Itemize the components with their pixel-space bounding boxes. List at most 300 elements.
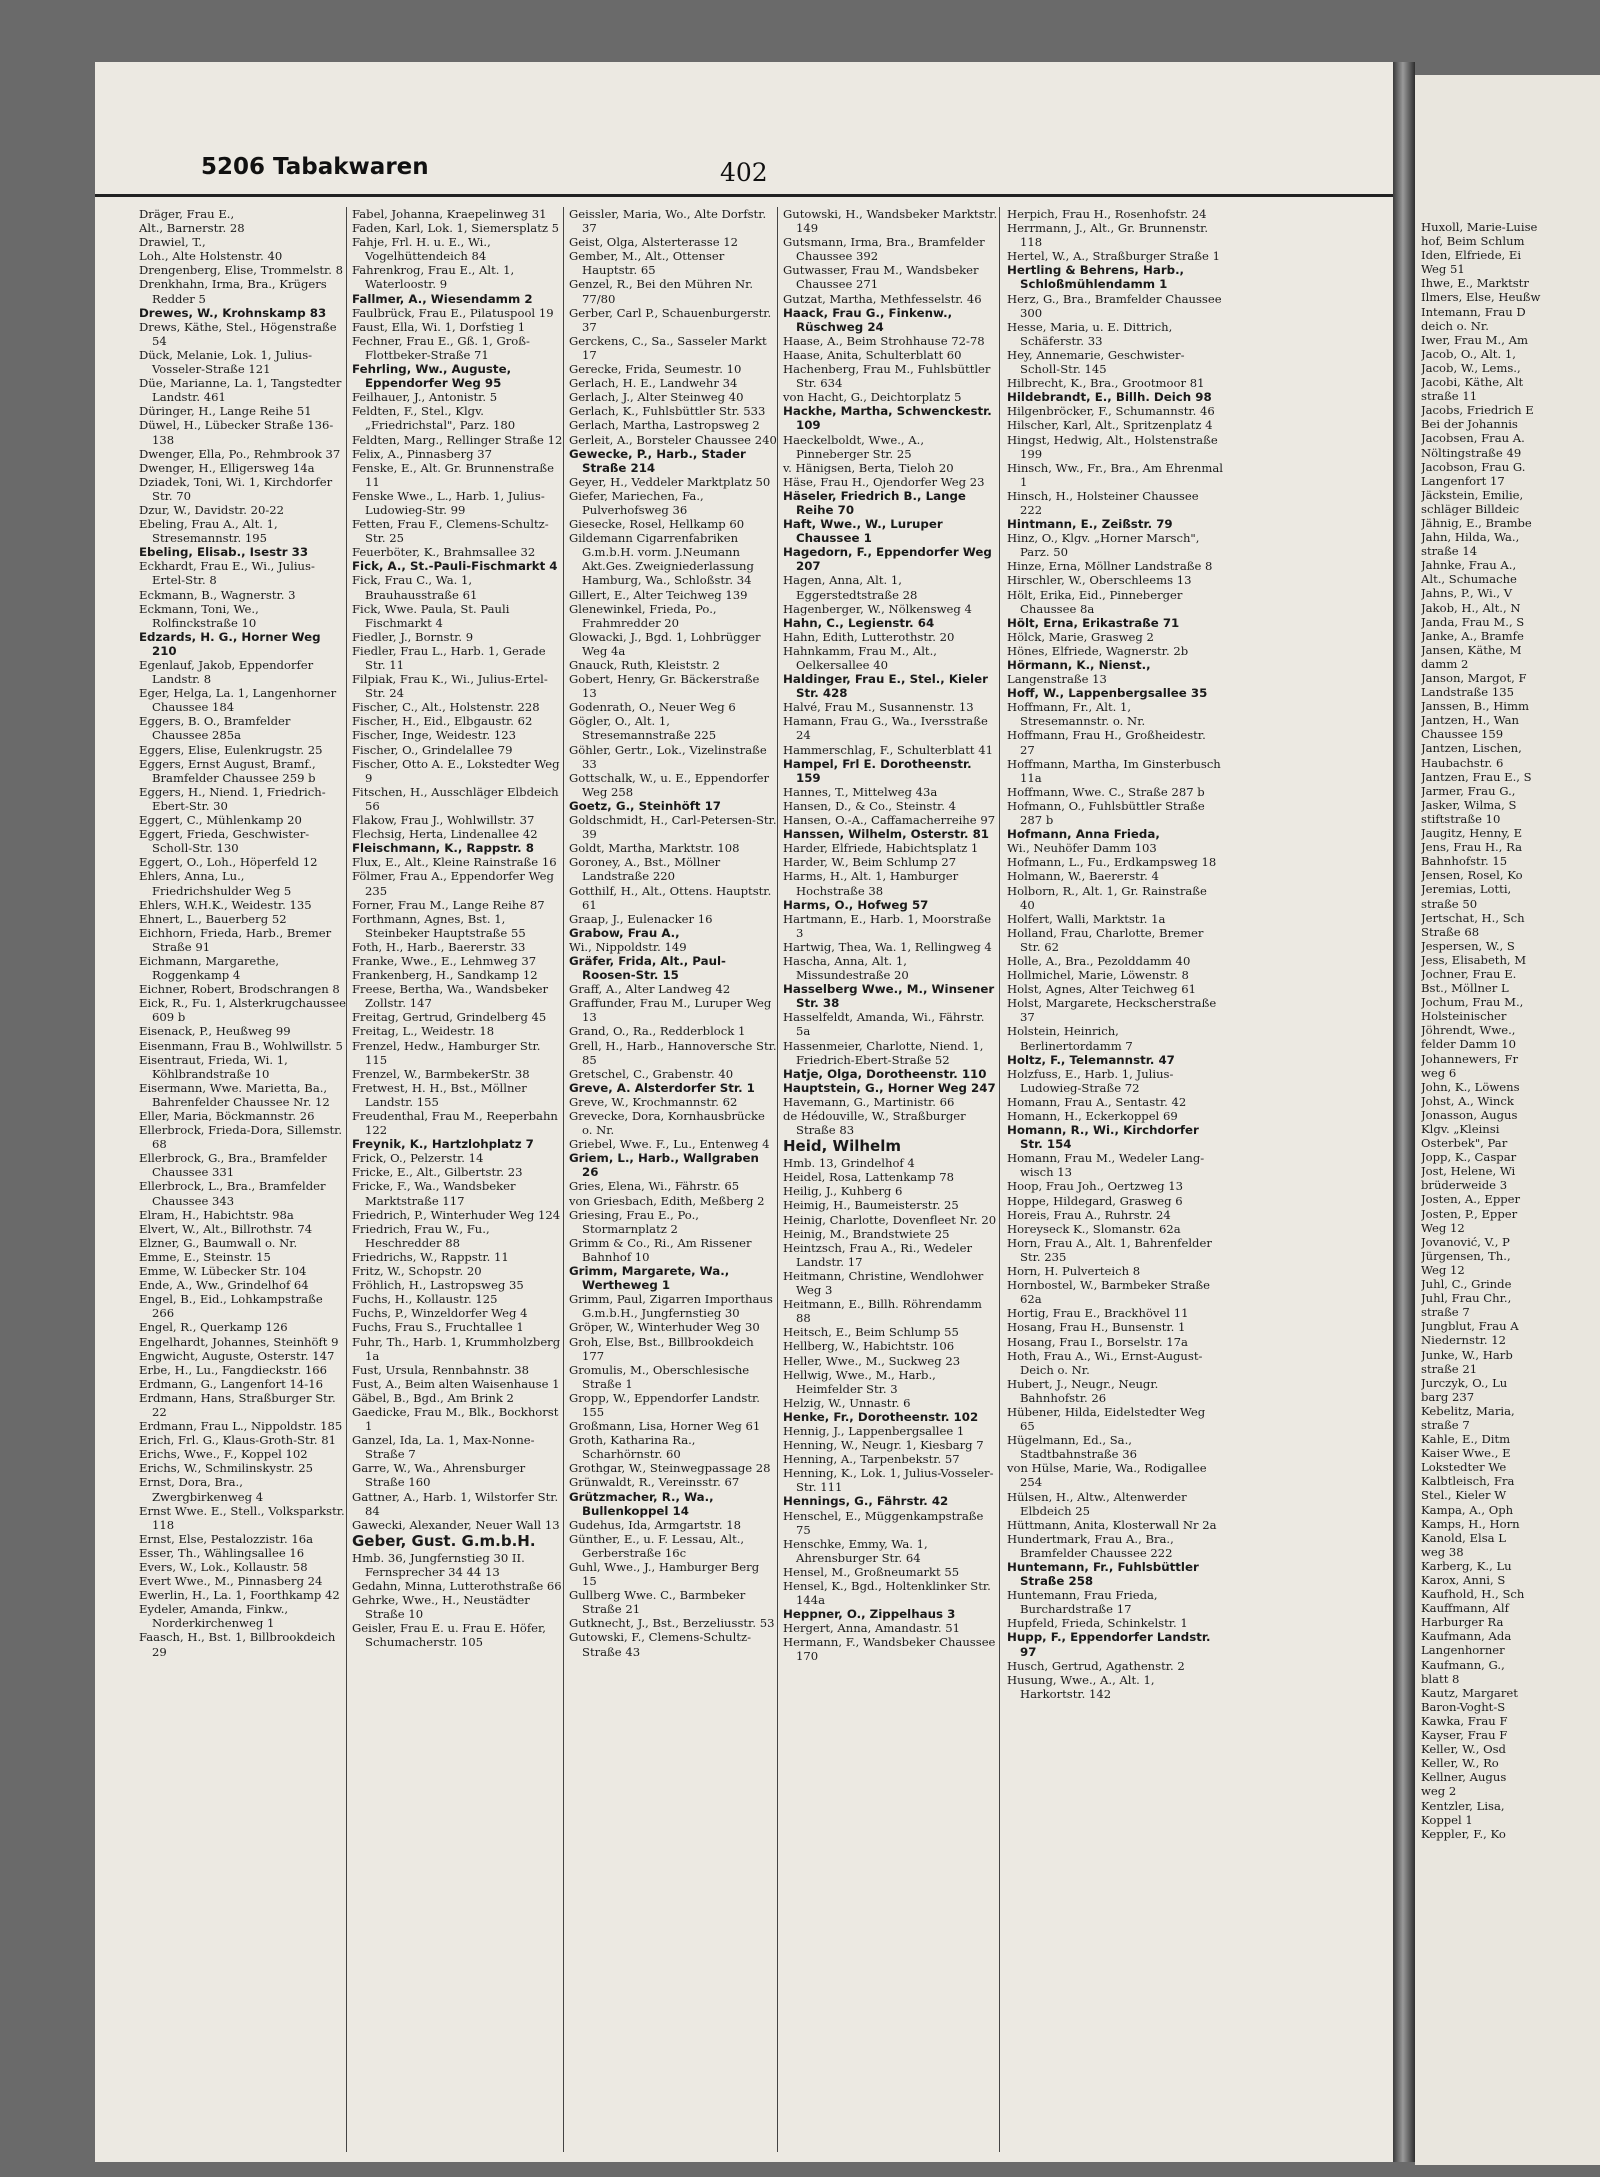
directory-entry: Henning, A., Tarpenbekstr. 57	[783, 1452, 960, 1467]
directory-entry: Fröhlich, H., Lastropsweg 35	[352, 1278, 524, 1293]
directory-entry: Friedrich, P., Winterhuder Weg 124	[352, 1207, 561, 1222]
directory-entry: Faust, Ella, Wi. 1, Dorfstieg 1	[352, 319, 526, 334]
directory-entry: Fuchs, Frau S., Fruchtallee 1	[352, 1320, 524, 1335]
directory-entry: Häseler, Friedrich B., Lange Reihe 70	[783, 488, 966, 517]
facing-entry: Bahnhofstr. 15	[1421, 854, 1508, 869]
directory-entry: Düwel, H., Lübecker Straße 136-138	[139, 418, 334, 447]
directory-entry: Ellerbrock, L., Bra., Bramfelder Chaussee 343	[139, 1179, 326, 1208]
directory-entry: Henschel, E., Müggenkampstraße 75	[783, 1508, 984, 1537]
facing-entry: Koppel 1	[1421, 1812, 1473, 1827]
facing-entry: John, K., Löwens	[1421, 1079, 1520, 1094]
directory-entry: Hülsen, H., Altw., Altenwerder Elbdeich 25	[1007, 1489, 1187, 1518]
directory-entry: Gerlach, J., Alter Steinweg 40	[569, 390, 744, 405]
directory-entry: Ewerlin, H., La. 1, Foorthkamp 42	[139, 1588, 340, 1603]
directory-entry: Wi., Neuhöfer Damm 103	[1007, 841, 1157, 856]
facing-entry: Kentzler, Lisa,	[1421, 1798, 1505, 1813]
facing-entry: Kebelitz, Maria,	[1421, 1403, 1515, 1418]
directory-entry: Gromulis, M., Oberschlesische Straße 1	[569, 1362, 750, 1391]
directory-entry: Husch, Gertrud, Agathenstr. 2	[1007, 1658, 1185, 1673]
facing-entry: Iwer, Frau M., Am	[1421, 332, 1528, 347]
facing-entry: Jansen, Käthe, M	[1421, 642, 1522, 657]
directory-entry: Heitmann, Christine, Wendlohwer Weg 3	[783, 1268, 984, 1298]
directory-entry: Engwicht, Auguste, Osterstr. 147	[139, 1348, 335, 1363]
directory-entry: Gerlach, Martha, Lastropsweg 2	[569, 418, 760, 433]
directory-entry: Fuchs, H., Kollaustr. 125	[352, 1292, 498, 1307]
directory-entry: Ellerbrock, G., Bra., Bramfelder Chaussee 331	[139, 1151, 327, 1180]
directory-entry: Hauptstein, G., Horner Weg 247	[783, 1080, 996, 1095]
facing-entry: Josten, A., Epper	[1421, 1192, 1521, 1207]
directory-entry: Greve, A. Alsterdorfer Str. 1	[569, 1080, 755, 1095]
facing-entry: Jürgensen, Th.,	[1421, 1248, 1511, 1263]
directory-entry: Filpiak, Frau K., Wi., Julius-Ertel-Str. 24	[352, 672, 548, 701]
facing-entry: hof, Beim Schlum	[1421, 234, 1525, 249]
directory-entry: Wi., Nippoldstr. 149	[569, 939, 687, 954]
facing-entry: Jess, Elisabeth, M	[1421, 952, 1527, 967]
facing-entry: Nöltingstraße 49	[1421, 445, 1522, 460]
facing-entry: Karox, Anni, S	[1421, 1573, 1506, 1587]
directory-entry: Glowacki, J., Bgd. 1, Lohbrügger Weg 4a	[569, 629, 761, 658]
directory-entry: Fischer, Inge, Weidestr. 123	[352, 728, 517, 743]
directory-entry: Eydeler, Amanda, Finkw., Norderkirchenweg 1	[139, 1602, 289, 1631]
directory-entry: Havemann, G., Martinistr. 66	[783, 1094, 955, 1109]
directory-entry: Hansen, O.-A., Caffamacherreihe 97	[783, 813, 996, 828]
directory-entry: Grell, H., Harb., Hannoversche Str. 85	[569, 1038, 777, 1067]
directory-entry: Erbe, H., Lu., Fangdieckstr. 166	[139, 1362, 327, 1377]
facing-entry: Weg 12	[1421, 1262, 1465, 1277]
directory-entry: Hartwig, Thea, Wa. 1, Rellingweg 4	[783, 939, 992, 954]
directory-entry: Hofmann, O., Fuhlsbüttler Straße 287 b	[1007, 798, 1205, 828]
listing-column-5	[1007, 207, 1223, 2152]
directory-entry: Eggert, Frieda, Geschwister-Scholl-Str. 130	[139, 827, 310, 856]
directory-entry: Drewes, W., Krohnskamp 83	[139, 305, 327, 320]
directory-entry: Eisentraut, Frieda, Wi. 1, Köhlbrandstraße 10	[139, 1052, 288, 1081]
directory-entry: Fehrling, Ww., Auguste, Eppendorfer Weg 95	[352, 362, 512, 391]
book-gutter	[1393, 62, 1415, 2162]
facing-entry: Kalbtleisch, Fra	[1421, 1474, 1515, 1489]
directory-entry: Felix, A., Pinnasberg 37	[352, 446, 493, 461]
directory-entry: Groth, Katharina Ra., Scharhörnstr. 60	[569, 1433, 696, 1462]
facing-entry: straße 14	[1421, 544, 1478, 559]
directory-entry: Gutowski, H., Wandsbeker Marktstr. 149	[783, 207, 998, 236]
facing-entry: Kayser, Frau F	[1421, 1728, 1508, 1743]
directory-entry: Holle, A., Bra., Pezolddamm 40	[1007, 953, 1191, 968]
directory-entry: Hoth, Frau A., Wi., Ernst-August-Deich o. Nr.	[1007, 1348, 1203, 1377]
directory-entry: Hügelmann, Ed., Sa., Stadtbahnstraße 36	[1007, 1433, 1137, 1462]
directory-entry: Hubert, J., Neugr., Neugr. Bahnhofstr. 26	[1007, 1376, 1159, 1405]
directory-entry: Godenrath, O., Neuer Weg 6	[569, 700, 736, 715]
facing-entry: Kaufmann, Ada	[1421, 1629, 1512, 1644]
directory-entry: Egenlauf, Jakob, Eppendorfer Landstr. 8	[139, 658, 314, 687]
directory-entry: Hasselberg Wwe., M., Winsener Str. 38	[783, 982, 995, 1011]
directory-entry: Gräfer, Frida, Alt., Paul-Roosen-Str. 15	[569, 953, 726, 983]
directory-entry: Drawiel, T.,	[139, 235, 206, 250]
directory-entry: Gries, Elena, Wi., Fährstr. 65	[569, 1179, 740, 1194]
directory-entry: Frenzel, Hedw., Hamburger Str. 115	[352, 1038, 541, 1067]
facing-entry: Jost, Helene, Wi	[1421, 1164, 1516, 1179]
directory-entry: Gewecke, P., Harb., Stader Straße 214	[569, 446, 746, 475]
directory-entry: Henschke, Emmy, Wa. 1, Ahrensburger Str. 64	[783, 1536, 928, 1565]
directory-entry: Hatje, Olga, Dorotheenstr. 110	[783, 1066, 987, 1081]
directory-entry: Homann, Frau A., Sentastr. 42	[1007, 1094, 1187, 1109]
directory-entry: Grothgar, W., Steinwegpassage 28	[569, 1461, 771, 1476]
directory-entry: Esser, Th., Wählingsallee 16	[139, 1545, 305, 1560]
facing-entry: Juhl, C., Grinde	[1421, 1277, 1512, 1292]
directory-entry: Hundertmark, Frau A., Bra., Bramfelder Chaussee 222	[1007, 1531, 1174, 1560]
directory-entry: Engel, B., Eid., Lohkampstraße 266	[139, 1292, 323, 1321]
facing-entry: Kauffmann, Alf	[1421, 1601, 1509, 1616]
facing-entry: stiftstraße 10	[1421, 811, 1501, 826]
facing-entry: weg 6	[1421, 1065, 1457, 1080]
directory-entry: Erichs, Wwe., F., Koppel 102	[139, 1447, 308, 1462]
directory-entry: Flechsig, Herta, Lindenallee 42	[352, 827, 538, 842]
directory-entry: Eggers, Ernst August, Bramf., Bramfelder Chaussee 259 b	[139, 756, 316, 785]
facing-entry: Intemann, Frau D	[1421, 304, 1526, 319]
directory-entry: Großmann, Lisa, Horner Weg 61	[569, 1419, 761, 1434]
facing-entry: Jacobs, Friedrich E	[1421, 403, 1534, 418]
facing-entry: Langenfort 17	[1421, 473, 1505, 488]
directory-entry: Heinig, M., Brandstwiete 25	[783, 1226, 950, 1241]
directory-entry: Eisermann, Wwe. Marietta, Ba., Bahrenfelder Chaussee Nr. 12	[139, 1080, 330, 1109]
facing-entry: straße 11	[1421, 389, 1478, 404]
directory-entry: Horn, H. Pulverteich 8	[1007, 1264, 1141, 1279]
directory-entry: Henke, Fr., Dorotheenstr. 102	[783, 1409, 979, 1424]
directory-entry: Hupfeld, Frieda, Schinkelstr. 1	[1007, 1616, 1188, 1631]
directory-entry: Erdmann, Frau L., Nippoldstr. 185	[139, 1419, 343, 1434]
directory-entry: Emme, W. Lübecker Str. 104	[139, 1264, 307, 1279]
directory-entry: Goetz, G., Steinhöft 17	[569, 798, 722, 813]
directory-entry: von Hülse, Marie, Wa., Rodigallee 254	[1007, 1461, 1207, 1490]
directory-entry: Hagedorn, F., Eppendorfer Weg 207	[783, 545, 992, 574]
directory-entry: Henning, W., Neugr. 1, Kiesbarg 7	[783, 1438, 984, 1453]
directory-entry: Helzig, W., Unnastr. 6	[783, 1395, 911, 1410]
facing-entry: Ilmers, Else, Heußw	[1421, 290, 1541, 305]
directory-entry: Hoop, Frau Joh., Oertzweg 13	[1007, 1179, 1183, 1194]
directory-entry: Gögler, O., Alt. 1, Stresemannstraße 225	[569, 714, 717, 743]
directory-entry: Giesecke, Rosel, Hellkamp 60	[569, 517, 745, 532]
directory-entry: Dück, Melanie, Lok. 1, Julius-Vosseler-Straße 121	[139, 347, 313, 377]
directory-entry: Ellerbrock, Frieda-Dora, Sillemstr. 68	[139, 1123, 343, 1152]
facing-entry: Jarmer, Frau G.,	[1421, 783, 1516, 798]
directory-entry: Düe, Marianne, La. 1, Tangstedter Landstr. 461	[139, 376, 342, 405]
directory-entry: Elzner, G., Baumwall o. Nr.	[139, 1235, 298, 1250]
directory-entry: Graap, J., Eulenacker 16	[569, 911, 713, 926]
directory-entry: Freese, Bertha, Wa., Wandsbeker Zollstr. 147	[352, 982, 549, 1011]
facing-entry: Jacobson, Frau G.	[1421, 459, 1526, 474]
directory-entry: Griem, L., Harb., Wallgraben 26	[569, 1151, 759, 1180]
directory-entry: Fischer, H., Eid., Elbgaustr. 62	[352, 714, 533, 729]
facing-entry: Lokstedter We	[1421, 1460, 1507, 1475]
directory-entry: Homann, H., Eckerkoppel 69	[1007, 1109, 1178, 1123]
directory-entry: Hornbostel, W., Barmbeker Straße 62a	[1007, 1278, 1211, 1307]
directory-entry: Eggers, B. O., Bramfelder Chaussee 285a	[139, 714, 291, 743]
facing-entry: Josten, P., Epper	[1421, 1206, 1518, 1221]
facing-entry: deich o. Nr.	[1421, 318, 1489, 333]
directory-entry: Guhl, Wwe., J., Hamburger Berg 15	[569, 1560, 760, 1589]
directory-entry: Faden, Karl, Lok. 1, Siemersplatz 5	[352, 221, 560, 236]
directory-entry: Garre, W., Wa., Ahrensburger Straße 160	[352, 1461, 526, 1490]
directory-entry: Freudenthal, Frau M., Reeperbahn 122	[352, 1109, 558, 1138]
directory-entry: Haft, Wwe., W., Luruper Chaussee 1	[783, 517, 943, 546]
directory-entry: Heilig, J., Kuhberg 6	[783, 1184, 903, 1199]
directory-entry: Geisler, Frau E. u. Frau E. Höfer, Schumacherstr. 105	[352, 1621, 546, 1650]
facing-entry: Jungblut, Frau A	[1421, 1319, 1519, 1334]
facing-entry: Janda, Frau M., S	[1421, 614, 1525, 629]
directory-entry: Eckmann, Toni, We., Rolfinckstraße 10	[139, 601, 259, 630]
directory-entry: Holmann, W., Baererstr. 4	[1007, 869, 1159, 884]
directory-entry: Hildebrandt, E., Billh. Deich 98	[1007, 390, 1212, 405]
directory-entry: v. Hänigsen, Berta, Tieloh 20	[783, 460, 954, 475]
facing-entry: blatt 8	[1421, 1671, 1460, 1686]
facing-entry: Jacobsen, Frau A.	[1421, 431, 1525, 446]
directory-entry: Holborn, R., Alt. 1, Gr. Rainstraße 40	[1007, 883, 1207, 912]
listing-column-4	[783, 207, 1000, 2152]
directory-entry: Eichner, Robert, Brodschrangen 8	[139, 982, 340, 997]
directory-entry: Ganzel, Ida, La. 1, Max-Nonne-Straße 7	[352, 1433, 535, 1462]
directory-entry: Fick, Wwe. Paula, St. Pauli Fischmarkt 4	[352, 601, 510, 630]
directory-entry: Gehrke, Wwe., H., Neustädter Straße 10	[352, 1593, 530, 1622]
directory-entry: Dwenger, Ella, Po., Rehmbrook 37	[139, 446, 341, 461]
directory-entry: Fenske Wwe., L., Harb. 1, Julius-Ludowieg-Str. 99	[352, 488, 545, 517]
facing-entry: Keppler, F., Ko	[1421, 1826, 1506, 1841]
directory-entry: Erichs, W., Schmilinskystr. 25	[139, 1461, 313, 1476]
facing-page	[1415, 75, 1600, 2165]
directory-entry: Heid, Wilhelm	[783, 1137, 901, 1156]
directory-entry: von Hacht, G., Deichtorplatz 5	[783, 390, 962, 405]
directory-entry: Freitag, L., Weidestr. 18	[352, 1024, 495, 1039]
directory-entry: Hölck, Marie, Grasweg 2	[1007, 629, 1154, 644]
directory-entry: Hoff, W., Lappenbergsallee 35	[1007, 686, 1208, 701]
directory-entry: Eggert, O., Loh., Höperfeld 12	[139, 855, 318, 870]
directory-entry: Hinze, Erna, Möllner Landstraße 8	[1007, 559, 1213, 574]
facing-entry: Bei der Johannis	[1421, 417, 1518, 432]
facing-entry: weg 38	[1421, 1544, 1464, 1559]
directory-entry: Faasch, H., Bst. 1, Billbrookdeich 29	[139, 1630, 336, 1659]
directory-entry: Gerecke, Frida, Seumestr. 10	[569, 362, 742, 377]
facing-entry: Juhl, Frau Chr.,	[1421, 1291, 1512, 1306]
facing-entry: Johst, A., Winck	[1421, 1093, 1514, 1108]
facing-entry: Jasker, Wilma, S	[1421, 797, 1517, 812]
directory-entry: Gedahn, Minna, Lutterothstraße 66	[352, 1579, 562, 1593]
facing-entry: Keller, W., Ro	[1421, 1756, 1499, 1771]
directory-entry: Gaedicke, Frau M., Blk., Bockhorst 1	[352, 1404, 559, 1434]
facing-entry: Keller, W., Osd	[1421, 1742, 1506, 1757]
directory-entry: Genzel, R., Bei den Mühren Nr. 77/80	[569, 277, 754, 306]
directory-entry: Gember, M., Alt., Ottenser Hauptstr. 65	[569, 249, 725, 278]
directory-entry: Hassenmeier, Charlotte, Niend. 1, Friedrich-Ebert-Straße 52	[783, 1038, 984, 1067]
facing-entry: Junke, W., Harb	[1421, 1347, 1513, 1362]
directory-entry: Feuerböter, K., Brahmsallee 32	[352, 545, 536, 560]
directory-entry: Griesing, Frau E., Po., Stormarnplatz 2	[569, 1207, 699, 1236]
directory-entry: Hortig, Frau E., Brackhövel 11	[1007, 1306, 1189, 1321]
directory-entry: Hollmichel, Marie, Löwenstr. 8	[1007, 968, 1189, 983]
facing-entry: Kahle, E., Ditm	[1421, 1432, 1511, 1447]
facing-entry: Jertschat, H., Sch	[1421, 910, 1525, 925]
directory-entry: Drews, Käthe, Stel., Högenstraße 54	[139, 319, 337, 348]
directory-entry: Hesse, Maria, u. E. Dittrich, Schäferstr. 33	[1007, 319, 1173, 348]
directory-entry: Gerlach, H. E., Landwehr 34	[569, 376, 738, 391]
directory-entry: Haack, Frau G., Finkenw., Rüschweg 24	[783, 305, 953, 334]
directory-entry: de Hédouville, W., Straßburger Straße 83	[783, 1109, 966, 1138]
directory-entry: Giefer, Mariechen, Fa., Pulverhofsweg 36	[569, 488, 704, 517]
directory-entry: Eggert, C., Mühlenkamp 20	[139, 813, 302, 828]
facing-entry: weg 2	[1421, 1784, 1457, 1799]
directory-entry: Ehnert, L., Bauerberg 52	[139, 911, 287, 926]
directory-entry: Hermann, F., Wandsbeker Chaussee 170	[783, 1635, 996, 1664]
directory-entry: Grützmacher, R., Wa., Bullenkoppel 14	[569, 1489, 714, 1518]
directory-entry: Friedrich, Frau W., Fu., Heschredder 88	[352, 1221, 490, 1250]
directory-entry: Harms, O., Hofweg 57	[783, 897, 929, 912]
directory-entry: Gobert, Henry, Gr. Bäckerstraße 13	[569, 672, 760, 701]
directory-entry: Holst, Margarete, Heckscherstraße 37	[1007, 996, 1217, 1025]
directory-entry: Greve, W., Krochmannstr. 62	[569, 1094, 738, 1109]
directory-entry: Hörmann, K., Nienst.,	[1007, 658, 1151, 672]
directory-entry: Ernst, Else, Pestalozzistr. 16a	[139, 1531, 313, 1546]
directory-entry: Elvert, W., Alt., Billrothstr. 74	[139, 1221, 313, 1236]
facing-entry: Jahnke, Frau A.,	[1421, 558, 1517, 573]
facing-entry: schläger Billdeic	[1421, 501, 1520, 516]
directory-entry: Horn, Frau A., Alt. 1, Bahrenfelder Str. 235	[1007, 1235, 1212, 1264]
directory-entry: Ernst, Dora, Bra., Zwergbirkenweg 4	[139, 1475, 264, 1504]
directory-entry: Hagen, Anna, Alt. 1, Eggerstedtstraße 28	[783, 573, 918, 602]
directory-entry: Fretwest, H. H., Bst., Möllner Landstr. 155	[352, 1080, 527, 1109]
directory-entry: Fenske, E., Alt. Gr. Brunnenstraße 11	[352, 460, 554, 489]
directory-entry: Fleischmann, K., Rappstr. 8	[352, 841, 534, 856]
directory-entry: Holstein, Heinrich, Berlinertordamm 7	[1007, 1024, 1133, 1053]
directory-entry: Gutknecht, J., Bst., Berzeliusstr. 53	[569, 1616, 775, 1631]
directory-entry: Gropp, W., Eppendorfer Landstr. 155	[569, 1390, 760, 1419]
facing-entry: Kamps, H., Horn	[1421, 1516, 1520, 1531]
directory-entry: Graffunder, Frau M., Luruper Weg 13	[569, 996, 772, 1025]
directory-entry: Henning, K., Lok. 1, Julius-Vosseler-Str. 111	[783, 1466, 994, 1495]
directory-entry: Foth, H., Harb., Baererstr. 33	[352, 939, 526, 954]
directory-entry: Gotthilf, H., Alt., Ottens. Hauptstr. 61	[569, 883, 772, 912]
directory-entry: Geyer, H., Veddeler Marktplatz 50	[569, 474, 771, 489]
directory-entry: Fust, Ursula, Rennbahnstr. 38	[352, 1362, 530, 1377]
directory-entry: Hahn, C., Legienstr. 64	[783, 615, 935, 630]
directory-entry: Hoffmann, Wwe. C., Straße 287 b	[1007, 784, 1205, 799]
directory-entry: Loh., Alte Holstenstr. 40	[139, 249, 283, 264]
directory-entry: Gerber, Carl P., Schauenburgerstr. 37	[569, 305, 772, 334]
directory-entry: Hennig, J., Lappenbergsallee 1	[783, 1423, 965, 1438]
facing-entry: Kaufmann, G.,	[1421, 1657, 1505, 1672]
directory-entry: Hoffmann, Fr., Alt. 1, Stresemannstr. o. Nr.	[1007, 700, 1146, 729]
directory-entry: Hupp, F., Eppendorfer Landstr. 97	[1007, 1630, 1211, 1659]
section-title: 5206 Tabakwaren	[201, 154, 429, 180]
directory-entry: Hahnkamm, Frau M., Alt., Oelkersallee 40	[783, 643, 937, 672]
directory-entry: Erdmann, Hans, Straßburger Str. 22	[139, 1390, 336, 1419]
directory-entry: Freynik, K., Hartzlohplatz 7	[352, 1137, 534, 1152]
directory-entry: Hönes, Elfriede, Wagnerstr. 2b	[1007, 643, 1189, 658]
facing-entry: Jantzen, H., Wan	[1421, 713, 1519, 728]
directory-entry: Harder, W., Beim Schlump 27	[783, 855, 957, 870]
facing-entry: barg 237	[1421, 1389, 1475, 1404]
directory-entry: Hellwig, Wwe., M., Harb., Heimfelder Str. 3	[783, 1367, 936, 1396]
facing-entry: Jeremias, Lotti,	[1421, 882, 1512, 897]
directory-entry: Hölt, Erika, Eid., Pinneberger Chaussee 8a	[1007, 587, 1183, 616]
facing-entry: Osterbek", Par	[1421, 1136, 1508, 1151]
directory-entry: Freitag, Gertrud, Grindelberg 45	[352, 1010, 547, 1025]
directory-entry: Goroney, A., Bst., Möllner Landstraße 220	[569, 855, 721, 884]
directory-entry: Dziadek, Toni, Wi. 1, Kirchdorfer Str. 70	[139, 474, 333, 503]
directory-entry: Gottschalk, W., u. E., Eppendorfer Weg 258	[569, 770, 770, 799]
directory-entry: Hmb. 13, Grindelhof 4	[783, 1156, 915, 1171]
directory-entry: Eckmann, B., Wagnerstr. 3	[139, 587, 296, 602]
facing-entry: straße 21	[1421, 1361, 1478, 1376]
facing-entry: Jantzen, Frau E., S	[1421, 769, 1532, 784]
directory-entry: Gerckens, C., Sa., Sasseler Markt 17	[569, 333, 767, 362]
directory-entry: Grünwaldt, R., Vereinsstr. 67	[569, 1475, 740, 1490]
directory-entry: Harder, Elfriede, Habichtsplatz 1	[783, 841, 979, 856]
directory-entry: Hey, Annemarie, Geschwister-Scholl-Str. 145	[1007, 347, 1185, 377]
directory-entry: Langenstraße 13	[1007, 672, 1107, 687]
directory-entry: Homann, R., Wi., Kirchdorfer Str. 154	[1007, 1123, 1199, 1152]
directory-entry: Feilhauer, J., Antonistr. 5	[352, 390, 498, 405]
directory-entry: Haase, A., Beim Strohhause 72-78	[783, 333, 985, 348]
directory-entry: Eger, Helga, La. 1, Langenhorner Chaussee 184	[139, 686, 337, 715]
directory-entry: Fuchs, P., Winzeldorfer Weg 4	[352, 1306, 528, 1321]
directory-entry: Flux, E., Alt., Kleine Rainstraße 16	[352, 855, 557, 870]
directory-entry: Fetten, Frau F., Clemens-Schultz-Str. 25	[352, 517, 549, 546]
directory-entry: Heimig, H., Baumeisterstr. 25	[783, 1198, 959, 1213]
directory-entry: Holtz, F., Telemannstr. 47	[1007, 1052, 1175, 1067]
directory-entry: Forner, Frau M., Lange Reihe 87	[352, 897, 545, 912]
directory-entry: Hagenberger, W., Nölkensweg 4	[783, 601, 972, 616]
directory-entry: Eichmann, Margarethe, Roggenkamp 4	[139, 953, 280, 983]
facing-entry: Jakob, H., Alt., N	[1421, 600, 1521, 615]
facing-entry: Straße 68	[1421, 924, 1480, 939]
directory-entry: Hilscher, Karl, Alt., Spritzenplatz 4	[1007, 418, 1213, 433]
directory-entry: Grimm & Co., Ri., Am Rissener Bahnhof 10	[569, 1235, 752, 1264]
directory-entry: Gudehus, Ida, Armgartstr. 18	[569, 1517, 741, 1532]
directory-entry: Hergert, Anna, Amandastr. 51	[783, 1621, 961, 1636]
directory-entry: Huntemann, Frau Frieda, Burchardstraße 17	[1007, 1588, 1158, 1617]
listing-column-3	[569, 207, 778, 2152]
directory-entry: Fritz, W., Schopstr. 20	[352, 1264, 482, 1279]
directory-entry: Ebeling, Elisab., Isestr 33	[139, 545, 309, 560]
facing-entry: Jahn, Hilda, Wa.,	[1421, 530, 1520, 545]
directory-entry: Eckhardt, Frau E., Wi., Julius-Ertel-Str. 8	[139, 559, 315, 588]
directory-entry: von Griesbach, Edith, Meßberg 2	[569, 1193, 765, 1208]
directory-entry: Fricke, F., Wa., Wandsbeker Marktstraße 117	[352, 1179, 516, 1208]
directory-entry: Hoffmann, Frau H., Großheidestr. 27	[1007, 728, 1206, 757]
directory-entry: Engelhardt, Johannes, Steinhöft 9	[139, 1334, 339, 1349]
facing-entry: brüderweide 3	[1421, 1178, 1508, 1193]
facing-entry: Holsteinischer	[1421, 1009, 1507, 1024]
facing-entry: Jacobi, Käthe, Alt	[1421, 375, 1524, 390]
directory-entry: Gerleit, A., Borsteler Chaussee 240	[569, 432, 777, 447]
directory-entry: Fabel, Johanna, Kraepelinweg 31	[352, 207, 547, 221]
directory-entry: Gawecki, Alexander, Neuer Wall 13	[352, 1517, 560, 1532]
directory-entry: Häse, Frau H., Ojendorfer Weg 23	[783, 474, 985, 489]
directory-entry: Fiedler, Frau L., Harb. 1, Gerade Str. 11	[352, 643, 546, 672]
directory-entry: Gäbel, B., Bgd., Am Brink 2	[352, 1390, 514, 1405]
directory-entry: Hüttmann, Anita, Klosterwall Nr 2a	[1007, 1517, 1217, 1532]
facing-entry: Jahns, P., Wi., V	[1421, 586, 1513, 601]
directory-entry: Gnauck, Ruth, Kleiststr. 2	[569, 658, 720, 672]
directory-entry: Groh, Else, Bst., Billbrookdeich 177	[569, 1334, 754, 1363]
facing-entry: Kanold, Elsa L	[1421, 1530, 1506, 1545]
facing-entry: Jacob, O., Alt. 1,	[1421, 346, 1516, 361]
directory-entry: Fölmer, Frau A., Eppendorfer Weg 235	[352, 869, 554, 898]
facing-entry: straße 7	[1421, 1417, 1470, 1432]
facing-entry: Jöhrendt, Wwe.,	[1421, 1023, 1516, 1038]
directory-entry: Gutsmann, Irma, Bra., Bramfelder Chaussee 392	[783, 235, 985, 264]
page-number: 402	[720, 158, 768, 187]
directory-entry: Eick, R., Fu. 1, Alsterkrugchaussee 609 b	[139, 996, 346, 1025]
directory-entry: Husung, Wwe., A., Alt. 1, Harkortstr. 142	[1007, 1672, 1155, 1701]
facing-entry: Kawka, Frau F	[1421, 1713, 1508, 1728]
facing-entry: Klgv. „Kleinsi	[1421, 1122, 1500, 1136]
